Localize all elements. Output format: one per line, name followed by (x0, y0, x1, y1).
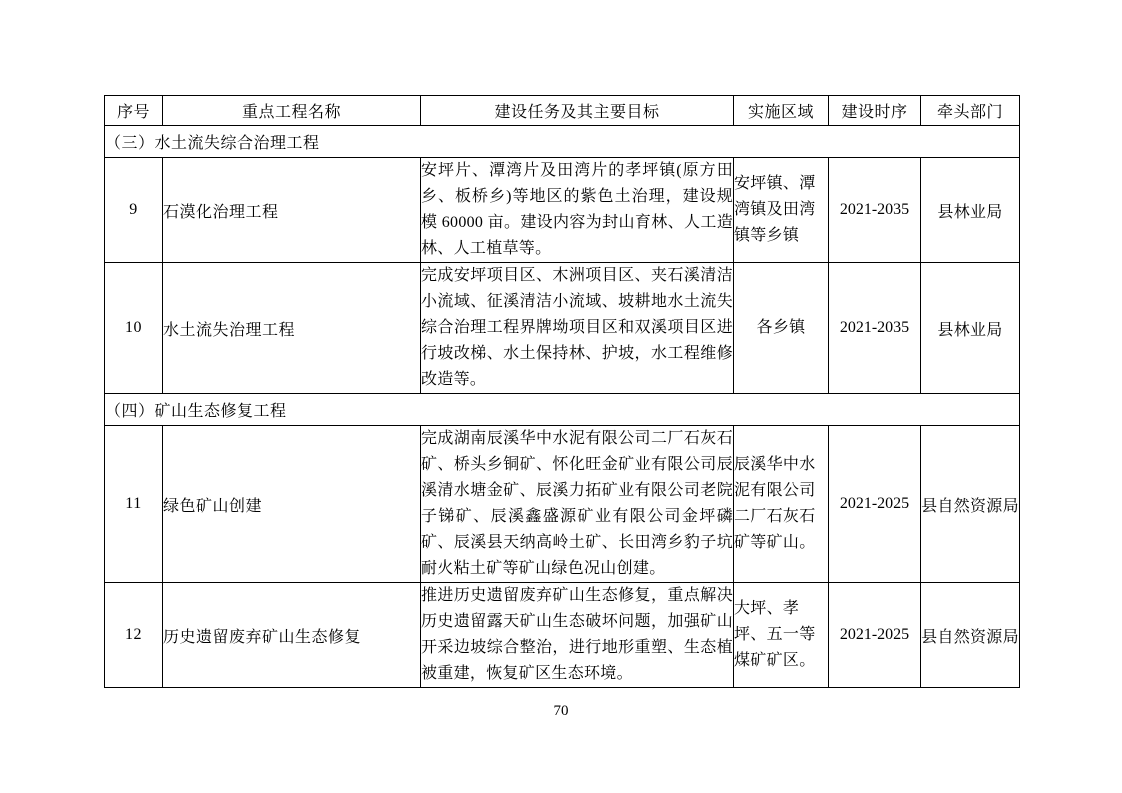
row-region: 安坪镇、潭湾镇及田湾镇等乡镇 (734, 158, 829, 263)
page-number: 70 (553, 703, 569, 719)
engineering-projects-table (104, 95, 1020, 688)
table-row (105, 426, 1020, 583)
header-cell-name: 重点工程名称 (163, 96, 421, 126)
row-project-name: 水土流失治理工程 (163, 263, 421, 394)
row-dept: 县林业局 (921, 263, 1020, 394)
header-cell-time: 建设时序 (829, 96, 921, 126)
row-region: 各乡镇 (734, 263, 829, 394)
row-time: 2021-2025 (829, 426, 921, 583)
row-region: 辰溪华中水泥有限公司二厂石灰石矿等矿山。 (734, 426, 829, 583)
row-dept: 县林业局 (921, 158, 1020, 263)
row-time: 2021-2035 (829, 158, 921, 263)
table-row (105, 158, 1020, 263)
row-task: 推进历史遗留废弃矿山生态修复，重点解决历史遗留露天矿山生态破坏问题，加强矿山开采边坡综合整治，进行地形重塑、生态植被重建，恢复矿区生态环境。 (421, 583, 734, 688)
row-dept: 县自然资源局 (921, 583, 1020, 688)
row-task: 安坪片、潭湾片及田湾片的孝坪镇(原方田乡、板桥乡)等地区的紫色土治理，建设规模 60000 亩。建设内容为封山育林、人工造林、人工植草等。 (421, 158, 734, 263)
row-project-name: 历史遗留废弃矿山生态修复 (163, 583, 421, 688)
section-title: （四）矿山生态修复工程 (105, 394, 1020, 426)
row-time: 2021-2035 (829, 263, 921, 394)
header-cell-no: 序号 (105, 96, 163, 126)
row-no: 11 (105, 426, 163, 583)
table-section-row (105, 394, 1020, 426)
table-section-row (105, 126, 1020, 158)
row-no: 12 (105, 583, 163, 688)
row-project-name: 绿色矿山创建 (163, 426, 421, 583)
header-cell-region: 实施区域 (734, 96, 829, 126)
engineering-projects-table-wrapper (104, 95, 1019, 688)
section-title: （三）水土流失综合治理工程 (105, 126, 1020, 158)
header-cell-dept: 牵头部门 (921, 96, 1020, 126)
row-time: 2021-2025 (829, 583, 921, 688)
table-row (105, 583, 1020, 688)
table-header-row (105, 96, 1020, 126)
row-no: 10 (105, 263, 163, 394)
row-region: 大坪、孝坪、五一等煤矿矿区。 (734, 583, 829, 688)
table-row (105, 263, 1020, 394)
header-cell-task: 建设任务及其主要目标 (421, 96, 734, 126)
row-no: 9 (105, 158, 163, 263)
row-task: 完成安坪项目区、木洲项目区、夹石溪清洁小流域、征溪清洁小流域、坡耕地水土流失综合治理工程界牌坳项目区和双溪项目区进行坡改梯、水土保持林、护坡，水工程维修改造等。 (421, 263, 734, 394)
row-dept: 县自然资源局 (921, 426, 1020, 583)
row-task: 完成湖南辰溪华中水泥有限公司二厂石灰石矿、桥头乡铜矿、怀化旺金矿业有限公司辰溪清水塘金矿、辰溪力拓矿业有限公司老院子锑矿、辰溪鑫盛源矿业有限公司金坪磷矿、辰溪县天纳高岭土矿、长田湾乡豹子坑耐火粘土矿等矿山绿色况山创建。 (421, 426, 734, 583)
row-project-name: 石漠化治理工程 (163, 158, 421, 263)
